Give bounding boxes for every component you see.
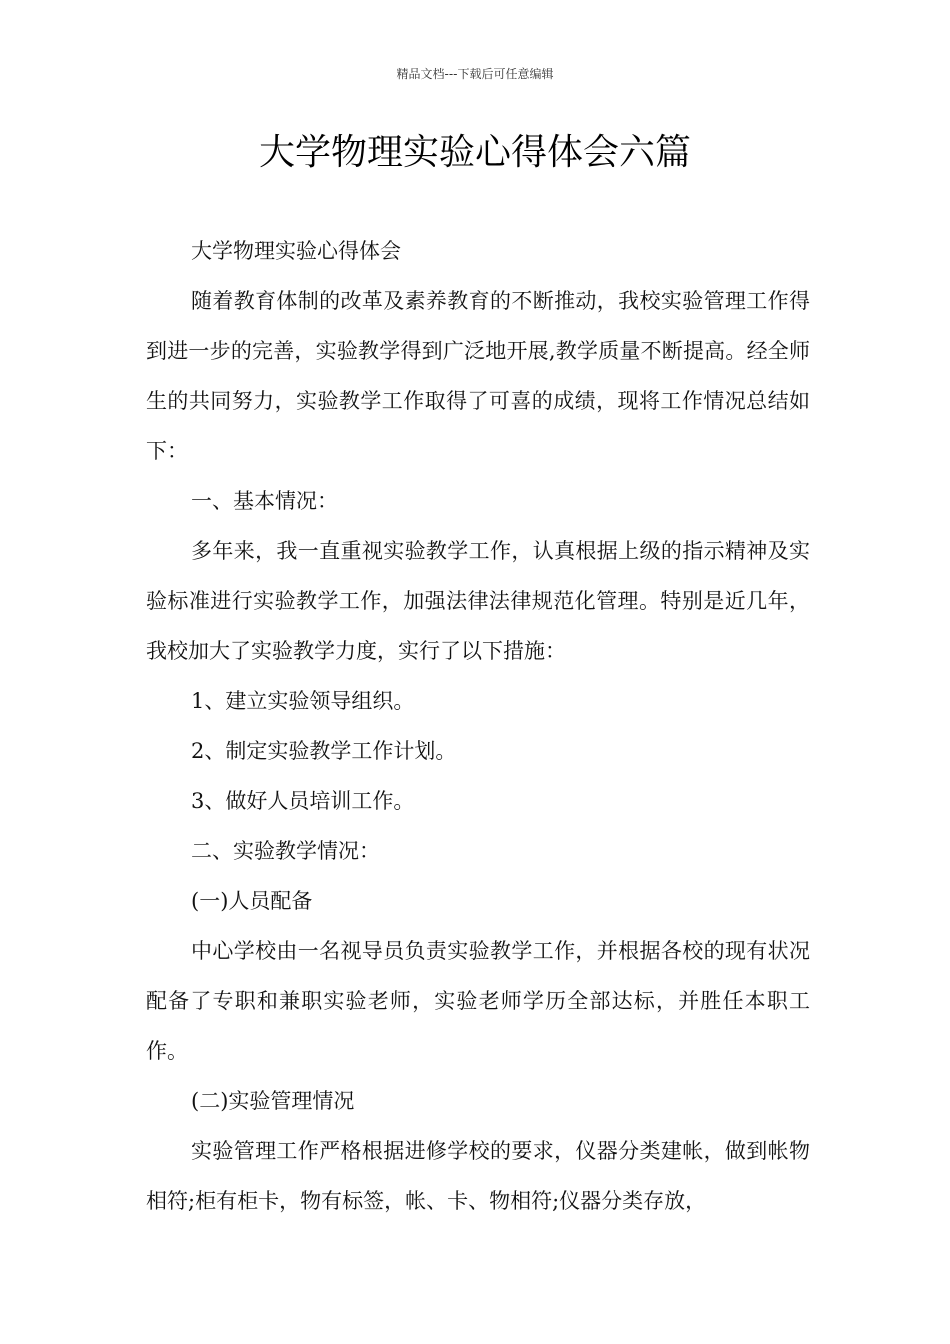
subheading-management: (二)实验管理情况 [191,1089,355,1113]
measure-item-3: 3、做好人员培训工作。 [191,789,415,813]
measure-item-2: 2、制定实验教学工作计划。 [191,739,457,763]
heading-basic-situation: 一、基本情况： [191,489,338,513]
section-subtitle: 大学物理实验心得体会 [191,239,401,263]
heading-teaching-situation: 二、实验教学情况： [191,839,380,863]
document-body [146,226,810,1226]
measure-item-1: 1、建立实验领导组织。 [191,689,415,713]
page-header-note: 精品文档---下载后可任意编辑 [396,67,554,81]
staffing-paragraph: 中心学校由一名视导员负责实验教学工作，并根据各校的现有状况配备了专职和兼职实验老师，实验老师学历全部达标，并胜任本职工作。 [146,939,810,1063]
management-paragraph: 实验管理工作严格根据进修学校的要求，仪器分类建帐，做到帐物相符;柜有柜卡，物有标签，帐、卡、物相符;仪器分类存放， [146,1139,810,1213]
document-title: 大学物理实验心得体会六篇 [258,132,691,173]
basic-situation-paragraph: 多年来，我一直重视实验教学工作，认真根据上级的指示精神及实验标准进行实验教学工作，加强法律法律规范化管理。特别是近几年，我校加大了实验教学力度，实行了以下措施： [146,539,810,663]
intro-paragraph: 随着教育体制的改革及素养教育的不断推动，我校实验管理工作得到进一步的完善，实验教学得到广泛地开展,教学质量不断提高。经全师生的共同努力，实验教学工作取得了可喜的成绩，现将工作情况总结如下： [146,289,810,463]
subheading-staffing: (一)人员配备 [191,889,313,913]
